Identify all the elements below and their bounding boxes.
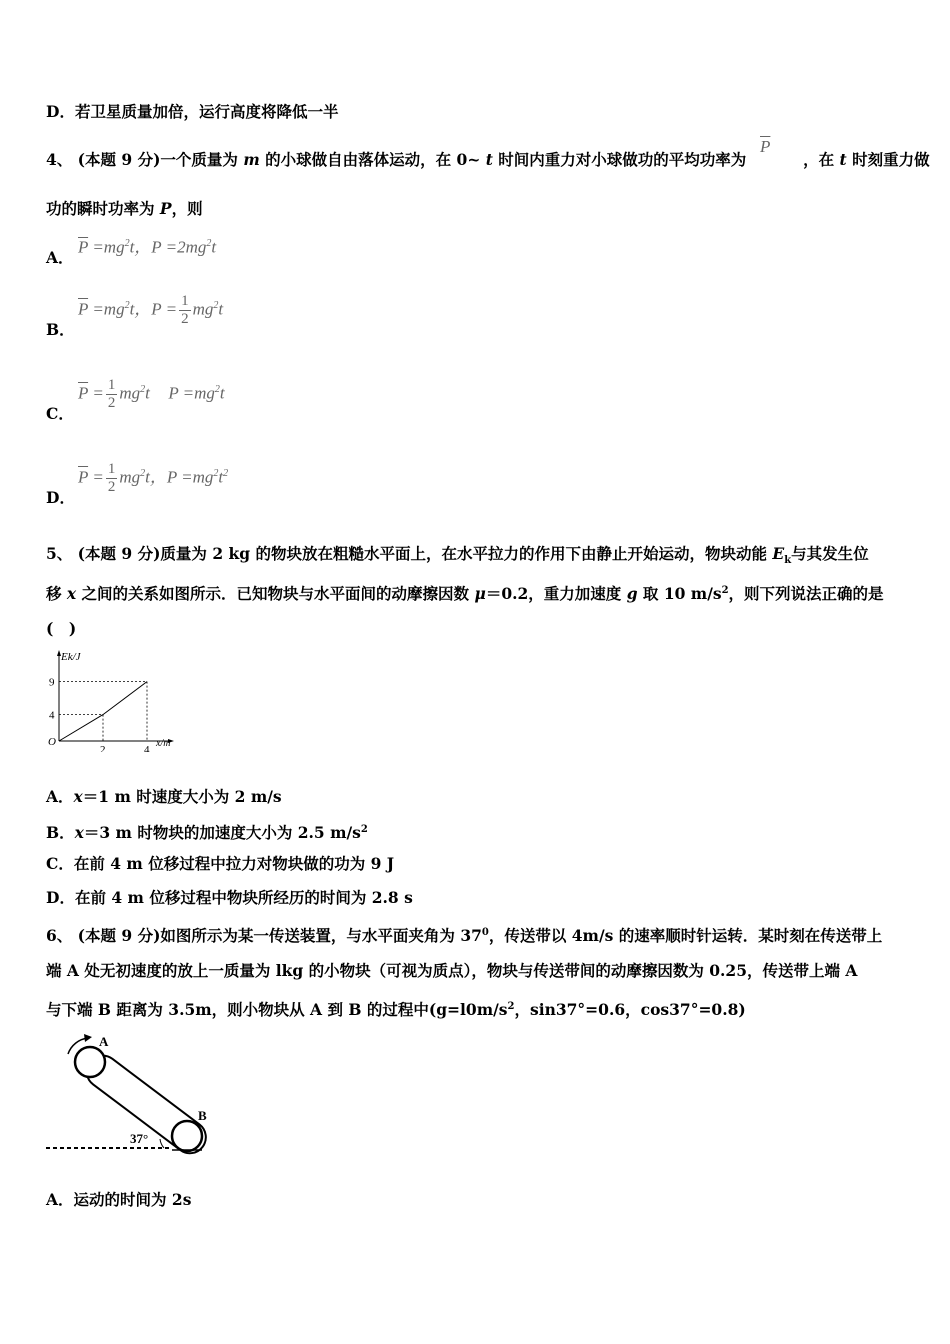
q4-option-c-expr: $\overline{P}$ = $\frac{1}{2}$ $mg^2t$ $P =mg^2t$ (78, 377, 225, 411)
label-a: A (99, 1034, 109, 1049)
q4-option-d-expr: $\overline{P}$ = $\frac{1}{2}$ $mg^2t$，$P =mg^2t^2$ (78, 461, 229, 495)
q4-pbar-symbol: $\overline{P}$ (760, 137, 771, 156)
q4-a-part2: t，P =2mg (129, 237, 207, 257)
q5-stem-line3: ( ) (46, 619, 77, 638)
q4-option-c-label: C． (46, 404, 74, 423)
q5-option-a: A．x＝1 m 时速度大小为 2 m/s (46, 787, 282, 806)
q4-stem-line1: 4、 (本题 9 分)一个质量为 m 的小球做自由落体运动，在 0~ t 时间内重力对小球做功的平均功率为 ，在 t 时刻重力做 (46, 150, 930, 169)
x-tick-label: 4 (144, 744, 150, 752)
q5-stem-line2: 移 x 之间的关系如图所示．已知物块与水平面间的动摩擦因数 μ＝0.2，重力加速度 g 取 10 $m/s^2$，则下列说法正确的是 (46, 584, 884, 604)
q6-conveyor-figure (44, 1032, 214, 1156)
q4-option-d-label: D． (46, 488, 75, 507)
q5-stem-line1: 5、 (本题 9 分)质量为 2 kg 的物块放在粗糙水平面上，在水平拉力的作用下由静止开始运动，物块动能 $E_k$与其发生位 (46, 544, 869, 567)
angle-arc (160, 1139, 164, 1148)
q6-stem-line2: 端 A 处无初速度的放上一质量为 lkg 的小物块（可视为质点），物块与传送带间的动摩擦因数为 0.25，传送带上端 A (46, 961, 858, 980)
x-axis-label: x/m (156, 738, 171, 749)
origin-label: O (48, 736, 56, 748)
q5-option-c: C．在前 4 m 位移过程中拉力对物块做的功为 9 J (46, 854, 395, 873)
pulley-a (75, 1047, 105, 1077)
q6-stem-line1: 6、 (本题 9 分)如图所示为某一传送装置，与水平面夹角为 $37^0$，传送带以 4m/s 的速率顺时针运转．某时刻在传送带上 (46, 926, 883, 946)
label-b: B (198, 1108, 207, 1123)
q5-option-d: D．在前 4 m 位移过程中物块所经历的时间为 2.8 s (46, 888, 413, 907)
q4-option-b-expr: $\overline{P} =mg^2t$，P = $\frac{1}{2}$ $mg^2t$ (78, 293, 224, 327)
q5-ek-x-chart (46, 648, 182, 752)
pulley-b (172, 1121, 202, 1151)
q6-option-a: A．运动的时间为 2s (46, 1190, 192, 1209)
angle-label: 37° (130, 1131, 149, 1146)
q4-option-a-expr: $\overline{P} =mg^2t$，$P =2mg^2t$ (78, 237, 217, 257)
q3-option-d: D．若卫星质量加倍，运行高度将降低一半 (46, 102, 339, 121)
q4-stem-line2: 功的瞬时功率为 P，则 (46, 199, 203, 218)
y-tick-label: 4 (49, 709, 55, 722)
q6-stem-line3: 与下端 B 距离为 3.5m，则小物块从 A 到 B 的过程中($g=l0m/s^2$，sin37°=0.6，cos37°=0.8) (46, 1000, 746, 1020)
y-axis-label: Ek/J (61, 651, 81, 663)
x-tick-label: 2 (100, 744, 106, 752)
q5-option-b: B．x＝3 m 时物块的加速度大小为 2.5 $m/s^2$ (46, 823, 368, 843)
rotation-arrowhead (84, 1034, 92, 1042)
q4-option-a-label: A． (46, 248, 74, 267)
q4-option-b-label: B． (46, 320, 75, 339)
y-tick-label: 9 (49, 676, 55, 689)
